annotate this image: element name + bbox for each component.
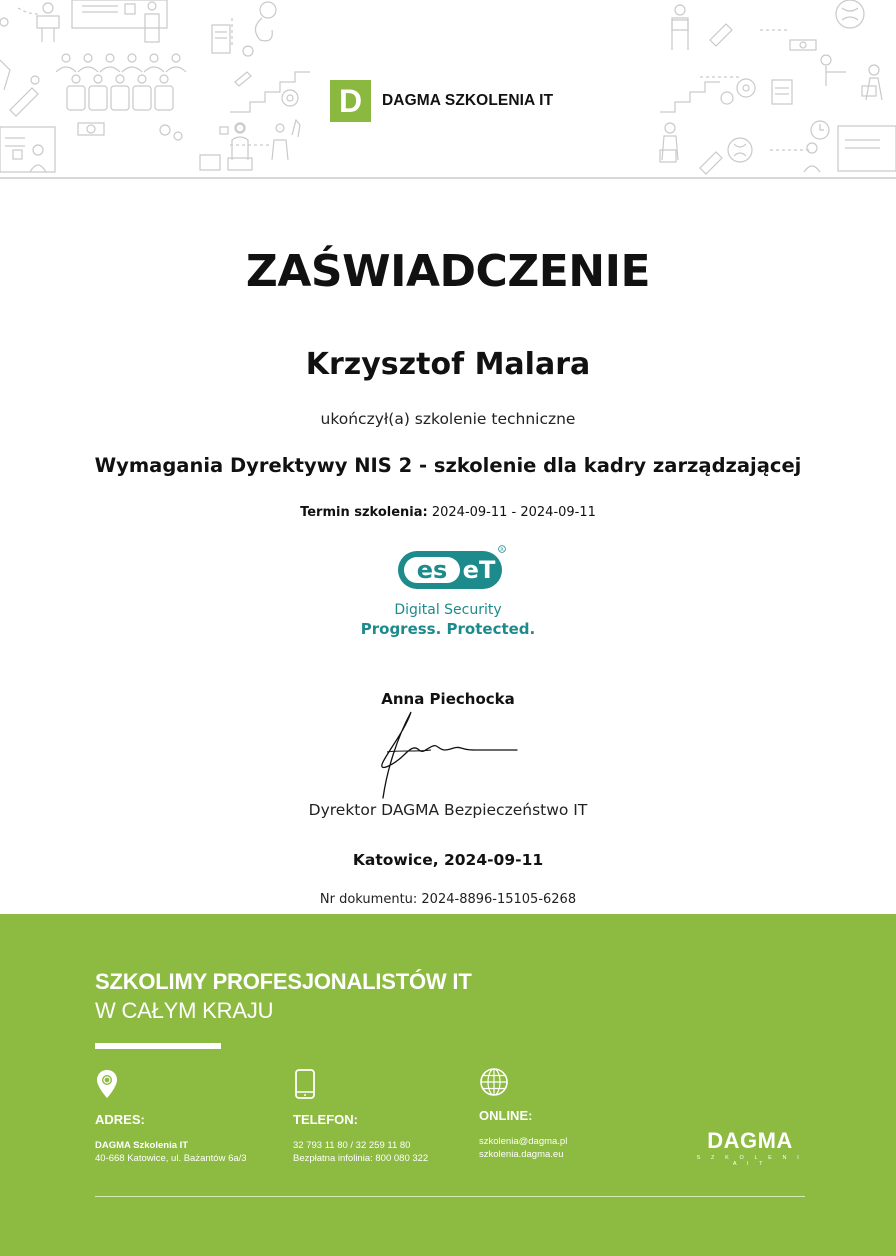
dagma-footer-logo	[695, 1128, 805, 1167]
training-term	[0, 505, 896, 520]
eset-tagline-progress-protected: Progress. Protected.	[360, 620, 536, 638]
dagma-footer-logo-subtitle: S Z K O L E N I A I T	[696, 1155, 804, 1167]
place-and-date: Katowice, 2024-09-11	[352, 851, 544, 869]
online-email[interactable]: szkolenia@dagma.pl	[479, 1136, 568, 1147]
handwritten-signature	[375, 710, 525, 805]
training-term-label: Termin szkolenia:	[300, 505, 428, 520]
online-heading: ONLINE:	[479, 1108, 533, 1123]
online-website[interactable]: szkolenia.dagma.eu	[479, 1149, 564, 1160]
eset-logo	[396, 545, 508, 593]
phone-hotline: Bezpłatna infolinia: 800 080 322	[293, 1153, 429, 1164]
svg-text:R: R	[500, 548, 504, 553]
map-pin-icon	[95, 1069, 119, 1099]
footer-phone	[293, 1069, 428, 1165]
phone-numbers: 32 793 11 80 / 32 259 11 80	[293, 1140, 411, 1151]
phone-heading: TELEFON:	[293, 1112, 358, 1127]
globe-icon	[479, 1067, 509, 1097]
dagma-logo-text: DAGMA SZKOLENIA IT	[382, 92, 554, 109]
footer	[0, 914, 896, 1256]
footer-slogan-line-1: SZKOLIMY PROFESJONALISTÓW IT	[95, 969, 472, 994]
smartphone-icon	[293, 1069, 317, 1099]
svg-text:es: es	[416, 556, 448, 584]
svg-text:eT: eT	[462, 556, 496, 584]
certificate-title: ZAŚWIADCZENIE	[245, 246, 651, 297]
signer-name: Anna Piechocka	[381, 690, 515, 708]
footer-address	[95, 1069, 247, 1165]
dagma-footer-logo-name: DAGMA	[707, 1128, 793, 1153]
recipient-name: Krzysztof Malara	[305, 347, 591, 382]
dagma-logo-mark: D	[330, 80, 371, 122]
eset-tagline-digital-security: Digital Security	[394, 602, 502, 618]
dagma-header-logo	[330, 80, 565, 122]
address-heading: ADRES:	[95, 1112, 145, 1127]
footer-slogan-underline	[95, 1043, 221, 1049]
course-name: Wymagania Dyrektywy NIS 2 - szkolenie dla kadry zarządzającej	[94, 454, 802, 477]
signer-role: Dyrektor DAGMA Bezpieczeństwo IT	[308, 801, 588, 819]
address-street: 40-668 Katowice, ul. Bażantów 6a/3	[95, 1153, 247, 1164]
footer-divider	[95, 1196, 805, 1197]
footer-slogan-line-2: W CAŁYM KRAJU	[95, 998, 274, 1023]
completion-statement: ukończył(a) szkolenie techniczne	[320, 410, 576, 428]
document-number: Nr dokumentu: 2024-8896-15105-6268	[319, 892, 577, 907]
header-banner	[0, 0, 896, 180]
footer-online	[479, 1069, 567, 1161]
training-term-value: 2024-09-11 - 2024-09-11	[431, 505, 596, 520]
address-company: DAGMA Szkolenia IT	[95, 1140, 189, 1151]
